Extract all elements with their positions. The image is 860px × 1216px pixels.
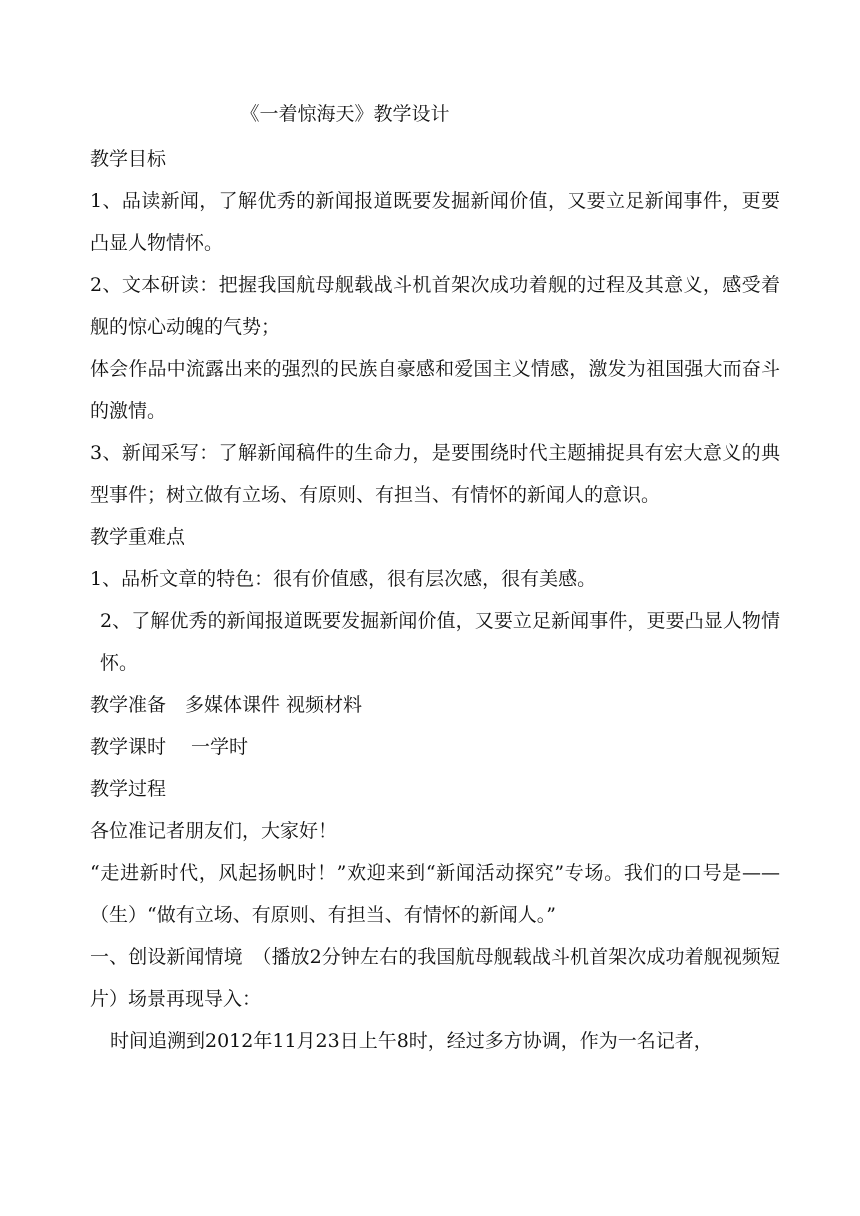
teaching-hours: 教学课时 一学时 bbox=[90, 736, 249, 758]
greeting-line: 各位准记者朋友们，大家好！ bbox=[90, 820, 338, 842]
document-title: 《一着惊海天》教学设计 bbox=[240, 103, 450, 125]
step-one-heading: 一、创设新闻情境 （播放2分钟左右的我国航母舰载战斗机首架次成功着舰视频短片）场景再现导入： bbox=[90, 946, 780, 1010]
slogan-paragraph: “走进新时代，风起扬帆时！”欢迎来到“新闻活动探究”专场。我们的口号是——（生）“做有立场、有原则、有担当、有情怀的新闻人。” bbox=[90, 862, 780, 926]
section-heading-teaching-goals: 教学目标 bbox=[90, 148, 167, 170]
section-heading-key-points: 教学重难点 bbox=[90, 526, 186, 548]
goal-item-2-continued: 体会作品中流露出来的强烈的民族自豪感和爱国主义情感，激发为祖国强大而奋斗的激情。 bbox=[90, 358, 780, 422]
document-body bbox=[90, 138, 780, 1062]
goal-item-2: 2、文本研读：把握我国航母舰载战斗机首架次成功着舰的过程及其意义，感受着舰的惊心动魄的气势； bbox=[90, 274, 780, 338]
key-point-1: 1、品析文章的特色：很有价值感，很有层次感，很有美感。 bbox=[90, 568, 597, 590]
goal-item-3: 3、新闻采写：了解新闻稿件的生命力，是要围绕时代主题捕捉具有宏大意义的典型事件；树立做有立场、有原则、有担当、有情怀的新闻人的意识。 bbox=[90, 442, 780, 506]
goal-item-1: 1、品读新闻，了解优秀的新闻报道既要发掘新闻价值，又要立足新闻事件，更要凸显人物情怀。 bbox=[90, 190, 780, 254]
key-point-2: 2、了解优秀的新闻报道既要发掘新闻价值，又要立足新闻事件，更要凸显人物情怀。 bbox=[100, 610, 780, 674]
section-heading-teaching-process: 教学过程 bbox=[90, 778, 167, 800]
teaching-preparation: 教学准备 多媒体课件 视频材料 bbox=[90, 694, 363, 716]
scene-intro-paragraph: 时间追溯到2012年11月23日上午8时，经过多方协调，作为一名记者， bbox=[110, 1030, 713, 1052]
